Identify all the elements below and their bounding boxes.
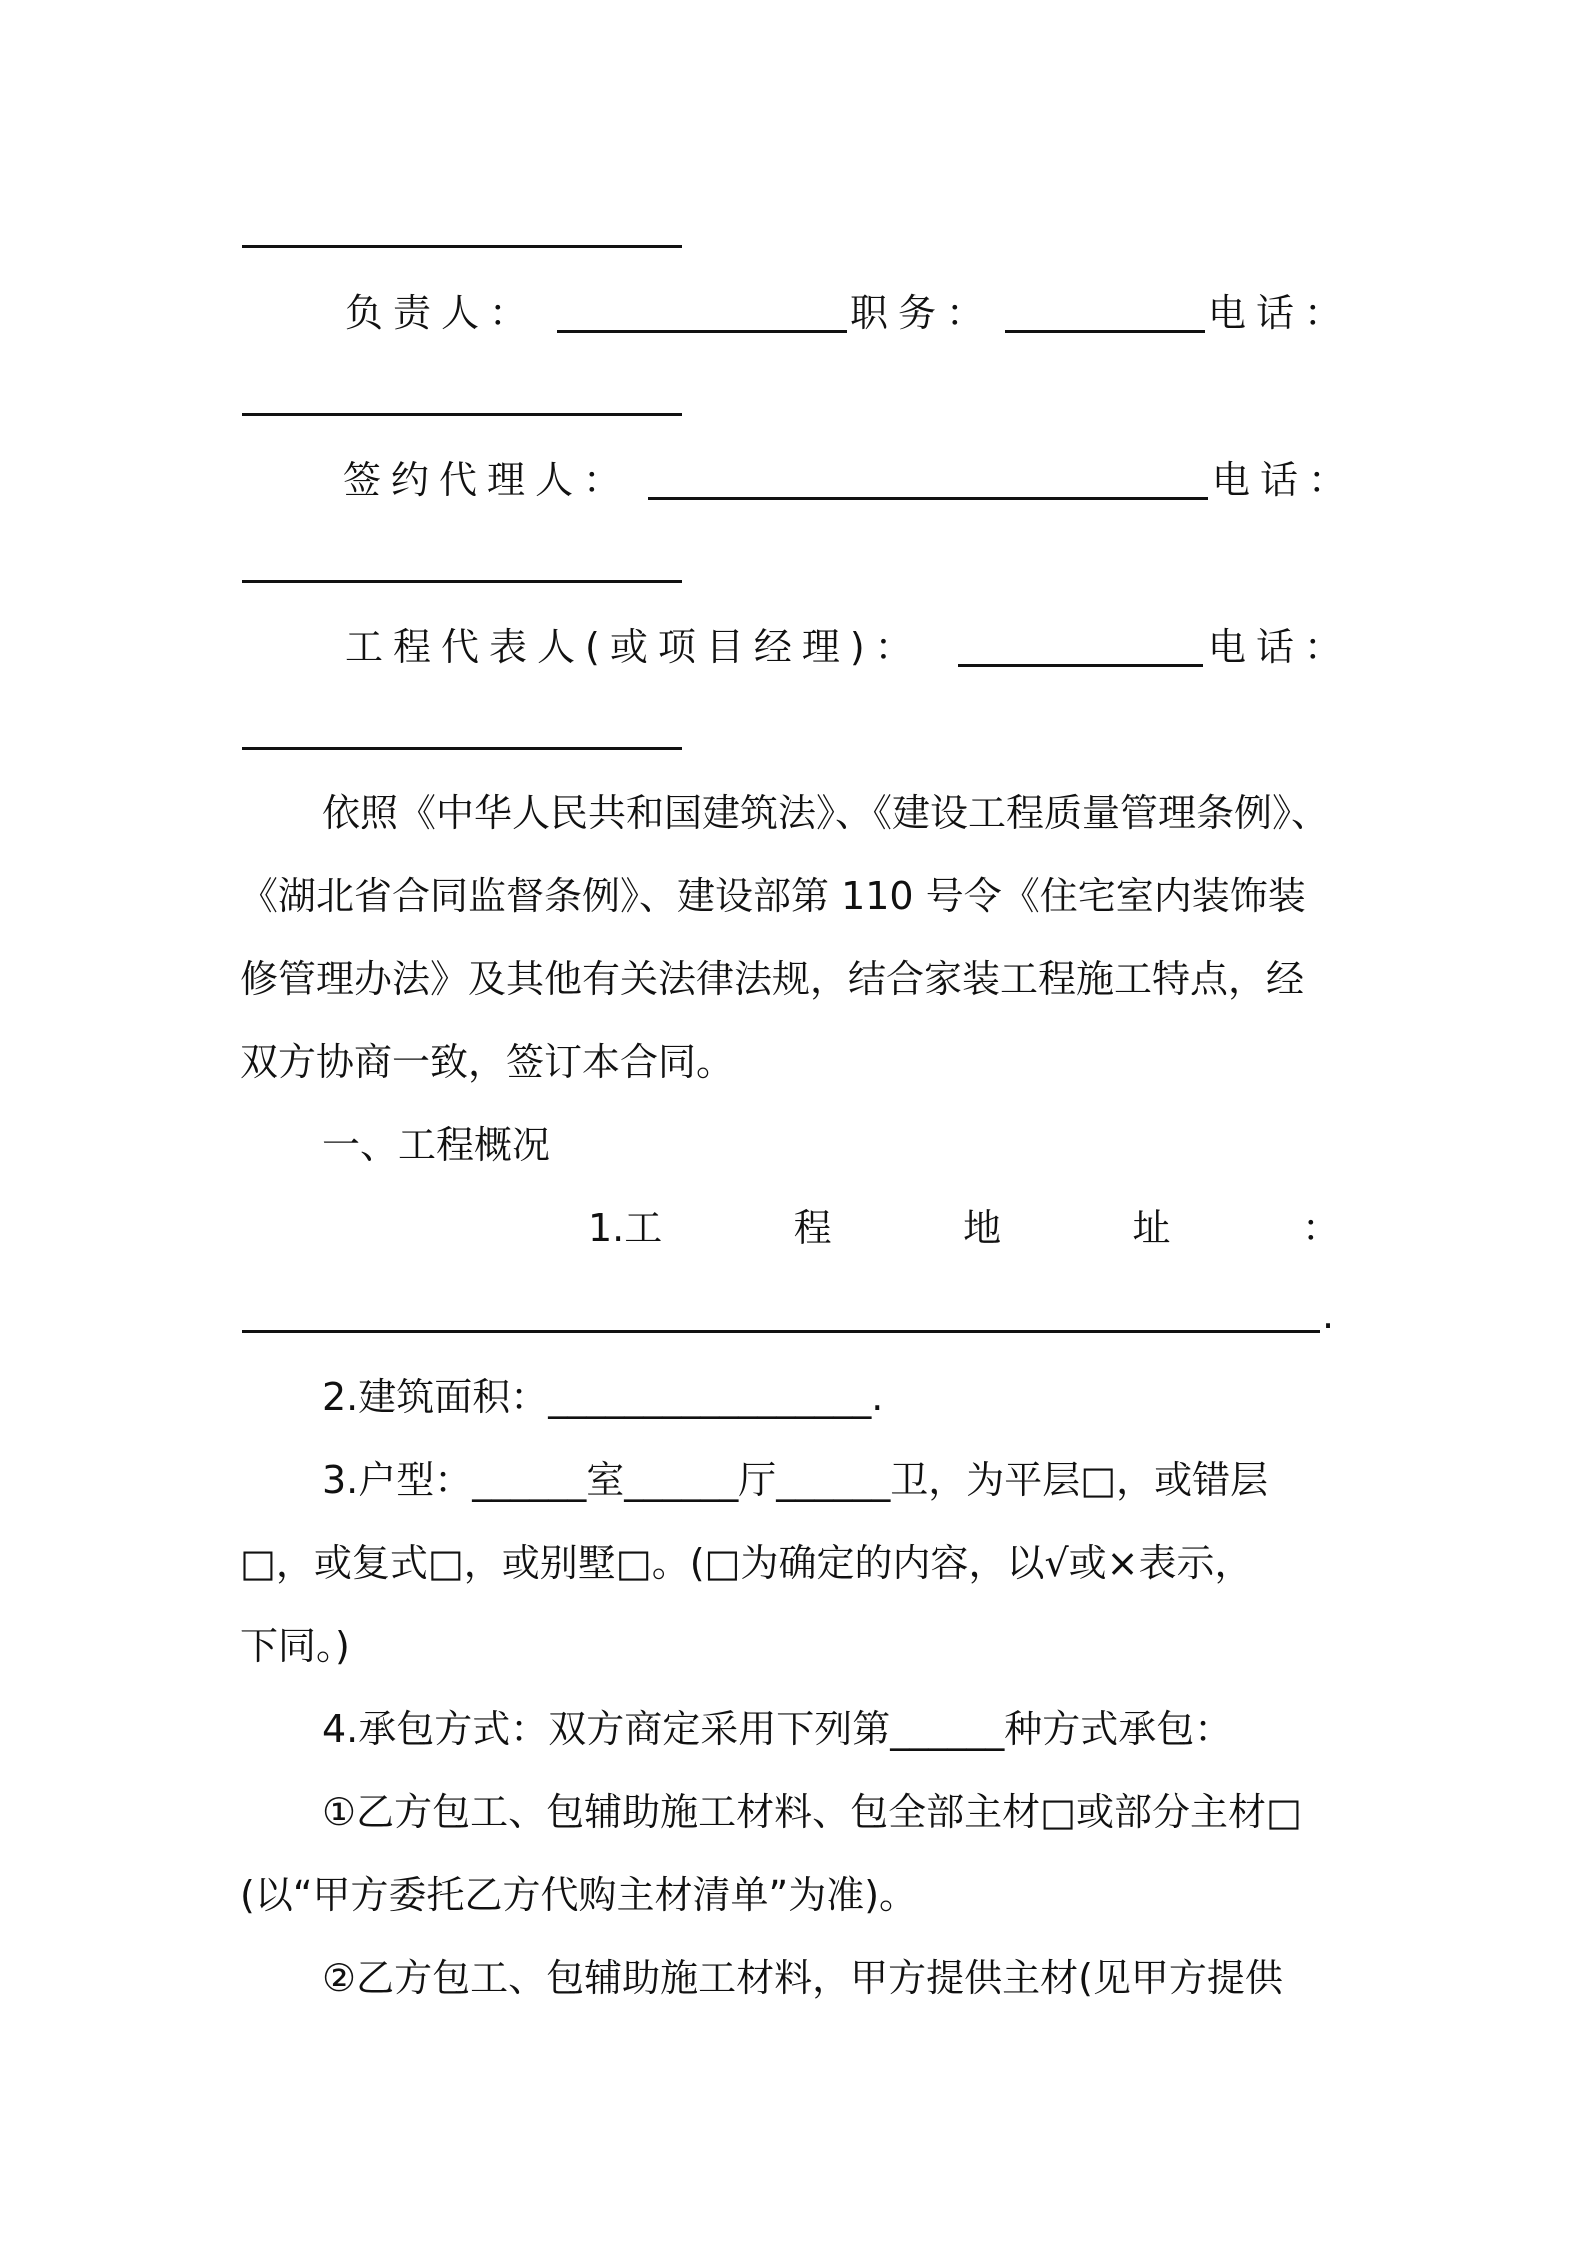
- address-blank[interactable]: [242, 1330, 1320, 1333]
- address-char: 程: [793, 1206, 832, 1250]
- agent-phone-label: 电话：: [1212, 458, 1357, 502]
- address-char: 址: [1132, 1206, 1171, 1250]
- rep-phone-label: 电话：: [1208, 625, 1353, 669]
- option-1-line-2: (以“甲方委托乙方代购主材清单”为准)。: [240, 1873, 918, 1917]
- agent-label: 签约代理人：: [343, 458, 632, 502]
- rep-blank[interactable]: [958, 664, 1203, 667]
- building-area: 2.建筑面积：_________________.: [322, 1375, 884, 1419]
- preamble-line-4: 双方协商一致，签订本合同。: [240, 1040, 735, 1084]
- section-heading: 一、工程概况: [322, 1123, 551, 1167]
- preamble-line-3: 修管理办法》及其他有关法律法规，结合家装工程施工特点，经: [240, 957, 1305, 1001]
- blank-line: [242, 747, 682, 750]
- house-type-line-3: 下同。): [240, 1624, 350, 1668]
- address-char: 地: [963, 1206, 1002, 1250]
- preamble-line-2: 《湖北省合同监督条例》、建设部第 110 号令《住宅室内装饰装: [240, 874, 1306, 918]
- preamble-line-1: 依照《中华人民共和国建筑法》、《建设工程质量管理条例》、: [322, 791, 1330, 835]
- phone-label: 电话：: [1208, 291, 1353, 335]
- option-2-line-1: ②乙方包工、包辅助施工材料，甲方提供主材(见甲方提供: [322, 1956, 1283, 2000]
- contract-mode: 4.承包方式：双方商定采用下列第______种方式承包：: [322, 1707, 1233, 1751]
- house-type-line-1: 3.户型：______室______厅______卫，为平层□，或错层: [322, 1458, 1269, 1502]
- rep-label: 工程代表人(或项目经理)：: [345, 625, 923, 669]
- blank-line: [242, 245, 682, 248]
- responsible-blank[interactable]: [557, 330, 847, 333]
- responsible-label: 负责人：: [345, 291, 538, 335]
- address-end: .: [1322, 1293, 1335, 1337]
- house-type-line-2: □，或复式□，或别墅□。(□为确定的内容，以√或×表示，: [240, 1541, 1253, 1585]
- blank-line: [242, 580, 682, 583]
- agent-blank[interactable]: [648, 497, 1208, 500]
- option-1-line-1: ①乙方包工、包辅助施工材料、包全部主材□或部分主材□: [322, 1790, 1302, 1834]
- blank-line: [242, 413, 682, 416]
- position-blank[interactable]: [1005, 330, 1205, 333]
- address-label: [588, 1203, 1340, 1253]
- address-char: ：: [1301, 1206, 1340, 1250]
- address-char: 1.工: [588, 1206, 663, 1250]
- position-label: 职务：: [850, 291, 995, 335]
